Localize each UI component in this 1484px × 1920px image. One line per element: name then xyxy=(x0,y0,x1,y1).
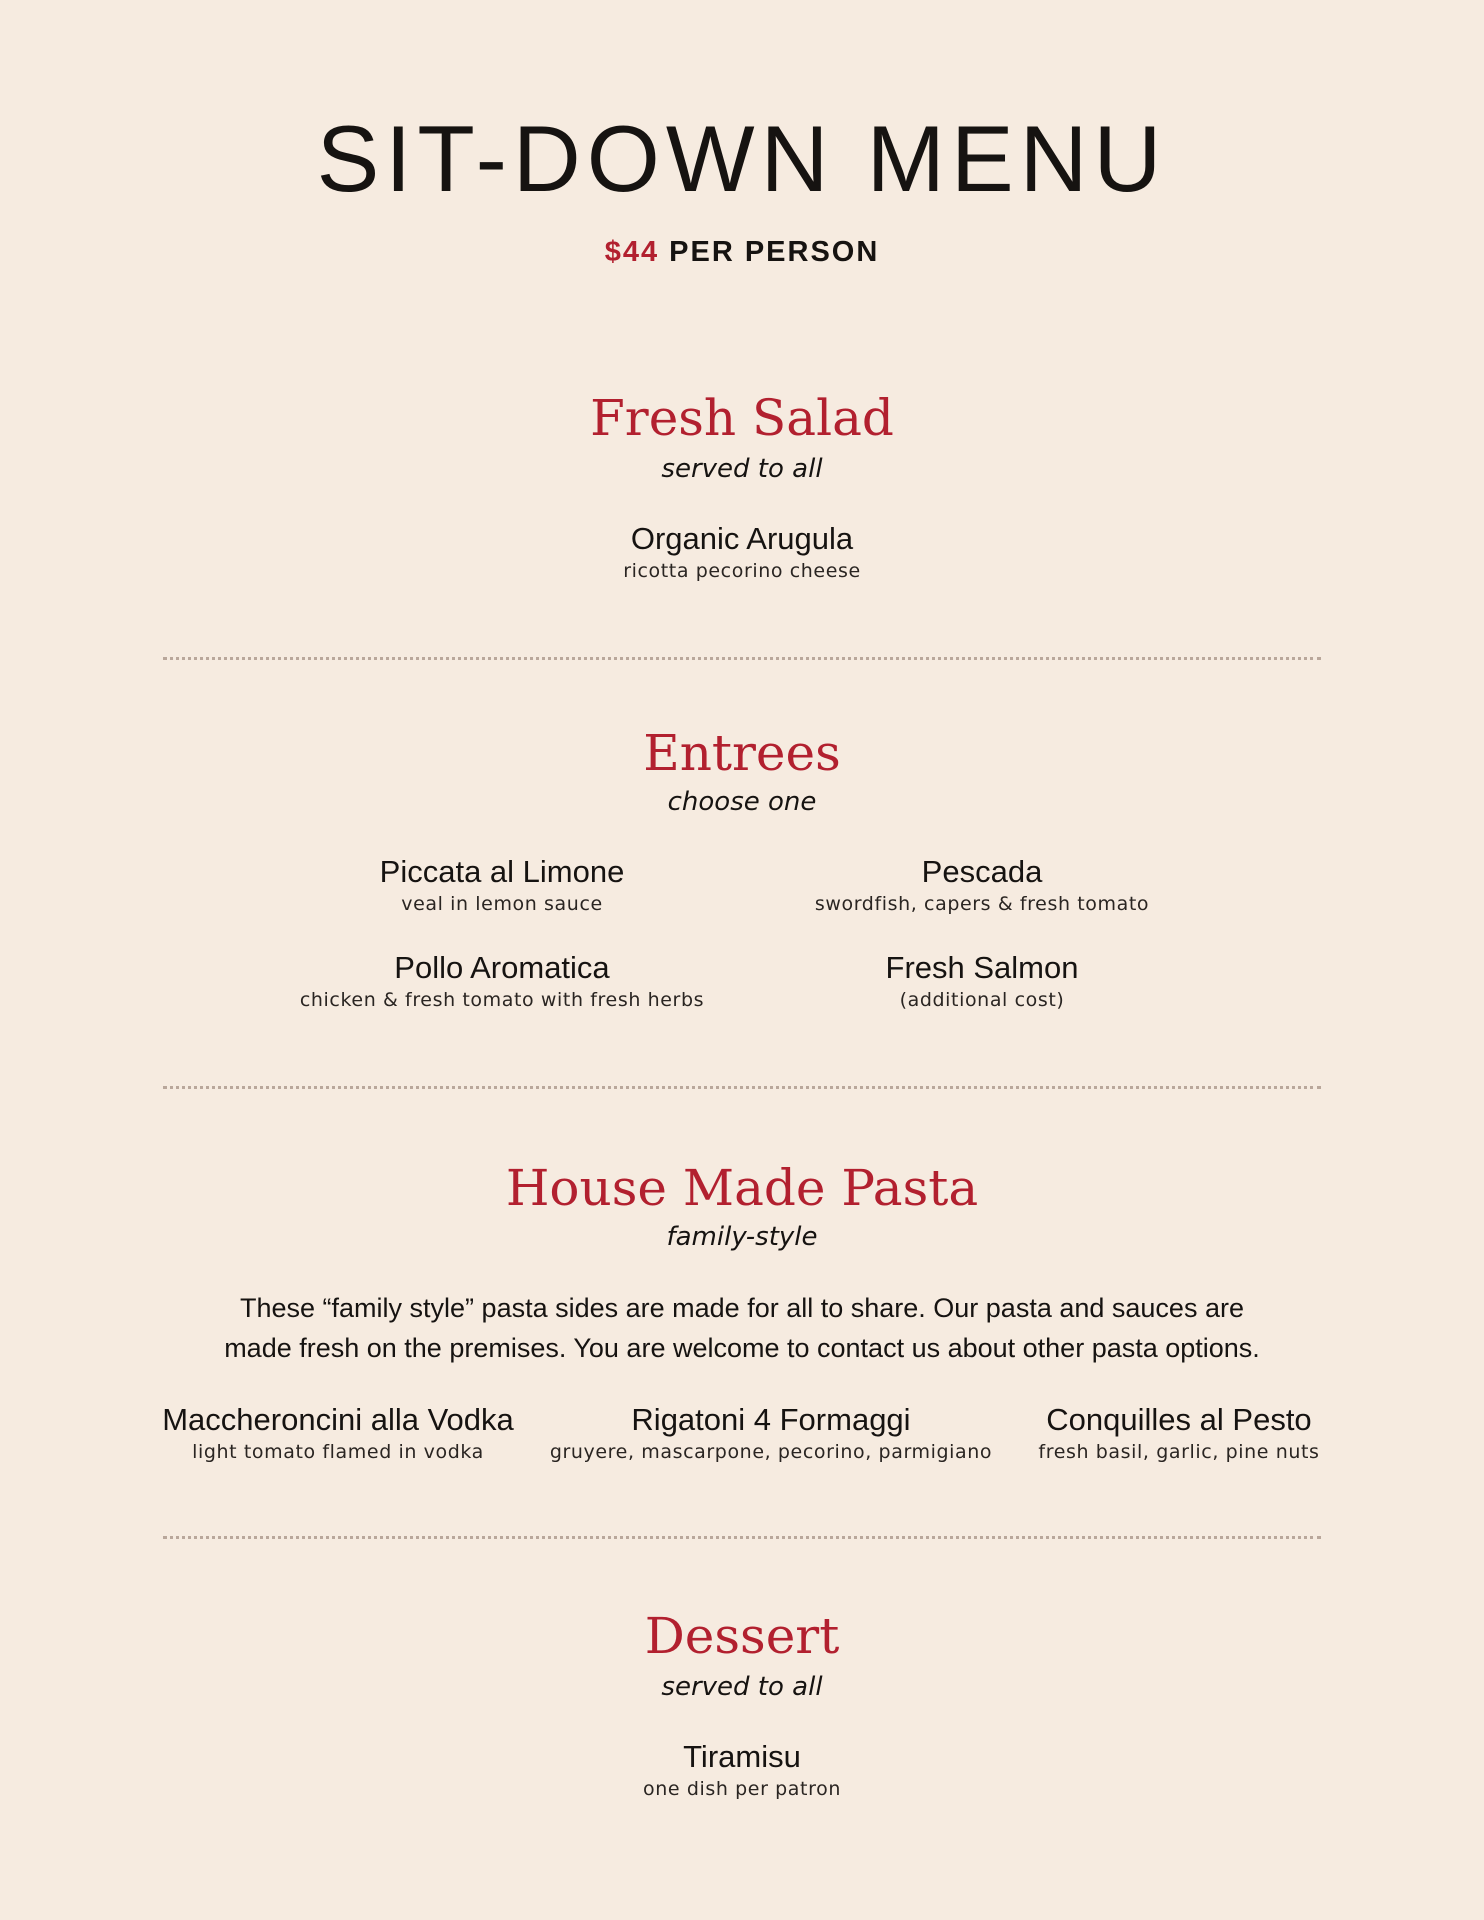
menu-title: SIT-DOWN MENU xyxy=(316,106,1168,211)
section-divider xyxy=(163,1086,1321,1089)
menu-item-fresh-salmon xyxy=(730,949,1234,1013)
item-description: one dish per patron xyxy=(643,1778,841,1800)
section-title-dessert: Dessert xyxy=(644,1607,840,1665)
item-name: Fresh Salmon xyxy=(885,950,1079,985)
section-subtitle-pasta: family-style xyxy=(666,1222,818,1252)
price-unit: PER PERSON xyxy=(669,236,880,268)
item-name: Pollo Aromatica xyxy=(394,950,610,985)
menu-item-conquilles-al-pesto xyxy=(1024,1401,1334,1465)
item-description: ricotta pecorino cheese xyxy=(623,560,861,582)
section-divider xyxy=(163,1536,1321,1539)
item-name: Piccata al Limone xyxy=(379,854,625,889)
menu-item-organic-arugula xyxy=(0,520,1484,584)
menu-item-pescada xyxy=(730,853,1234,917)
pasta-intro-line: These “family style” pasta sides are made for all to share. Our pasta and sauces are xyxy=(240,1293,1244,1323)
item-description: (additional cost) xyxy=(899,989,1065,1011)
item-description: gruyere, mascarpone, pecorino, parmigiano xyxy=(549,1441,993,1463)
menu-item-piccata-al-limone xyxy=(250,853,754,917)
item-name: Tiramisu xyxy=(683,1739,801,1774)
section-title-entrees: Entrees xyxy=(643,724,841,782)
section-title-salad: Fresh Salad xyxy=(590,389,894,447)
section-divider xyxy=(163,657,1321,660)
section-title-pasta: House Made Pasta xyxy=(505,1159,979,1217)
item-description: veal in lemon sauce xyxy=(401,893,603,915)
pasta-intro xyxy=(0,1288,1484,1368)
item-description: chicken & fresh tomato with fresh herbs xyxy=(299,989,705,1011)
section-subtitle-dessert: served to all xyxy=(661,1672,823,1702)
item-description: light tomato flamed in vodka xyxy=(192,1441,484,1463)
item-name: Conquilles al Pesto xyxy=(1046,1402,1312,1437)
menu-item-tiramisu xyxy=(0,1738,1484,1802)
price-line xyxy=(0,234,1484,270)
price-amount: $44 xyxy=(604,236,660,268)
section-subtitle-entrees: choose one xyxy=(667,787,817,817)
item-name: Pescada xyxy=(921,854,1043,889)
pasta-intro-line: made fresh on the premises. You are welcome to contact us about other pasta options. xyxy=(224,1333,1260,1363)
section-subtitle-salad: served to all xyxy=(661,454,823,484)
menu-item-pollo-aromatica xyxy=(250,949,754,1013)
item-name: Maccheroncini alla Vodka xyxy=(162,1402,514,1437)
menu-item-maccheroncini-alla-vodka xyxy=(138,1401,538,1465)
item-description: fresh basil, garlic, pine nuts xyxy=(1038,1441,1320,1463)
item-name: Organic Arugula xyxy=(630,521,854,556)
item-name: Rigatoni 4 Formaggi xyxy=(631,1402,911,1437)
item-description: swordfish, capers & fresh tomato xyxy=(814,893,1150,915)
menu-item-rigatoni-4-formaggi xyxy=(541,1401,1001,1465)
